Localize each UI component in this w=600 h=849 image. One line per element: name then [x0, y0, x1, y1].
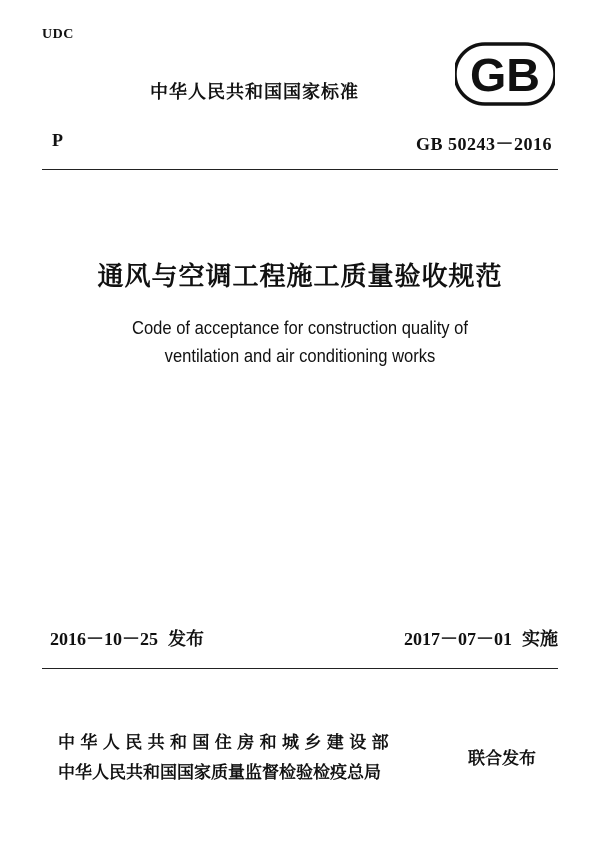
- issue-label: 发布: [168, 629, 204, 650]
- bottom-divider: [42, 668, 558, 669]
- gb-logo-text: GB: [470, 49, 540, 101]
- title-chinese: 通风与空调工程施工质量验收规范: [97, 262, 503, 292]
- issuer-quality-supervision: 中华人民共和国国家质量监督检验检疫总局: [58, 763, 381, 783]
- issuing-authorities: [58, 728, 394, 788]
- title-english: [24, 314, 576, 370]
- standard-number: GB 50243－2016: [415, 134, 552, 154]
- issue-date: 2016－10－25: [50, 629, 158, 649]
- implement-date-block: [404, 625, 558, 651]
- gb-logo: [455, 42, 555, 106]
- category-code: P: [52, 130, 63, 150]
- implement-label: 实施: [522, 629, 558, 650]
- issue-date-block: [50, 625, 204, 651]
- national-standard-heading: 中华人民共和国国家标准: [150, 82, 359, 103]
- title-english-line-1: Code of acceptance for construction quality of: [131, 318, 469, 338]
- issuer-ministry-housing: 中华人民共和国住房和城乡建设部: [58, 733, 394, 753]
- implement-date: 2017－07－01: [404, 629, 512, 649]
- title-english-line-2: ventilation and air conditioning works: [164, 346, 436, 366]
- joint-issue-label: 联合发布: [468, 749, 536, 769]
- udc-label: UDC: [42, 27, 74, 42]
- top-divider: [42, 169, 558, 170]
